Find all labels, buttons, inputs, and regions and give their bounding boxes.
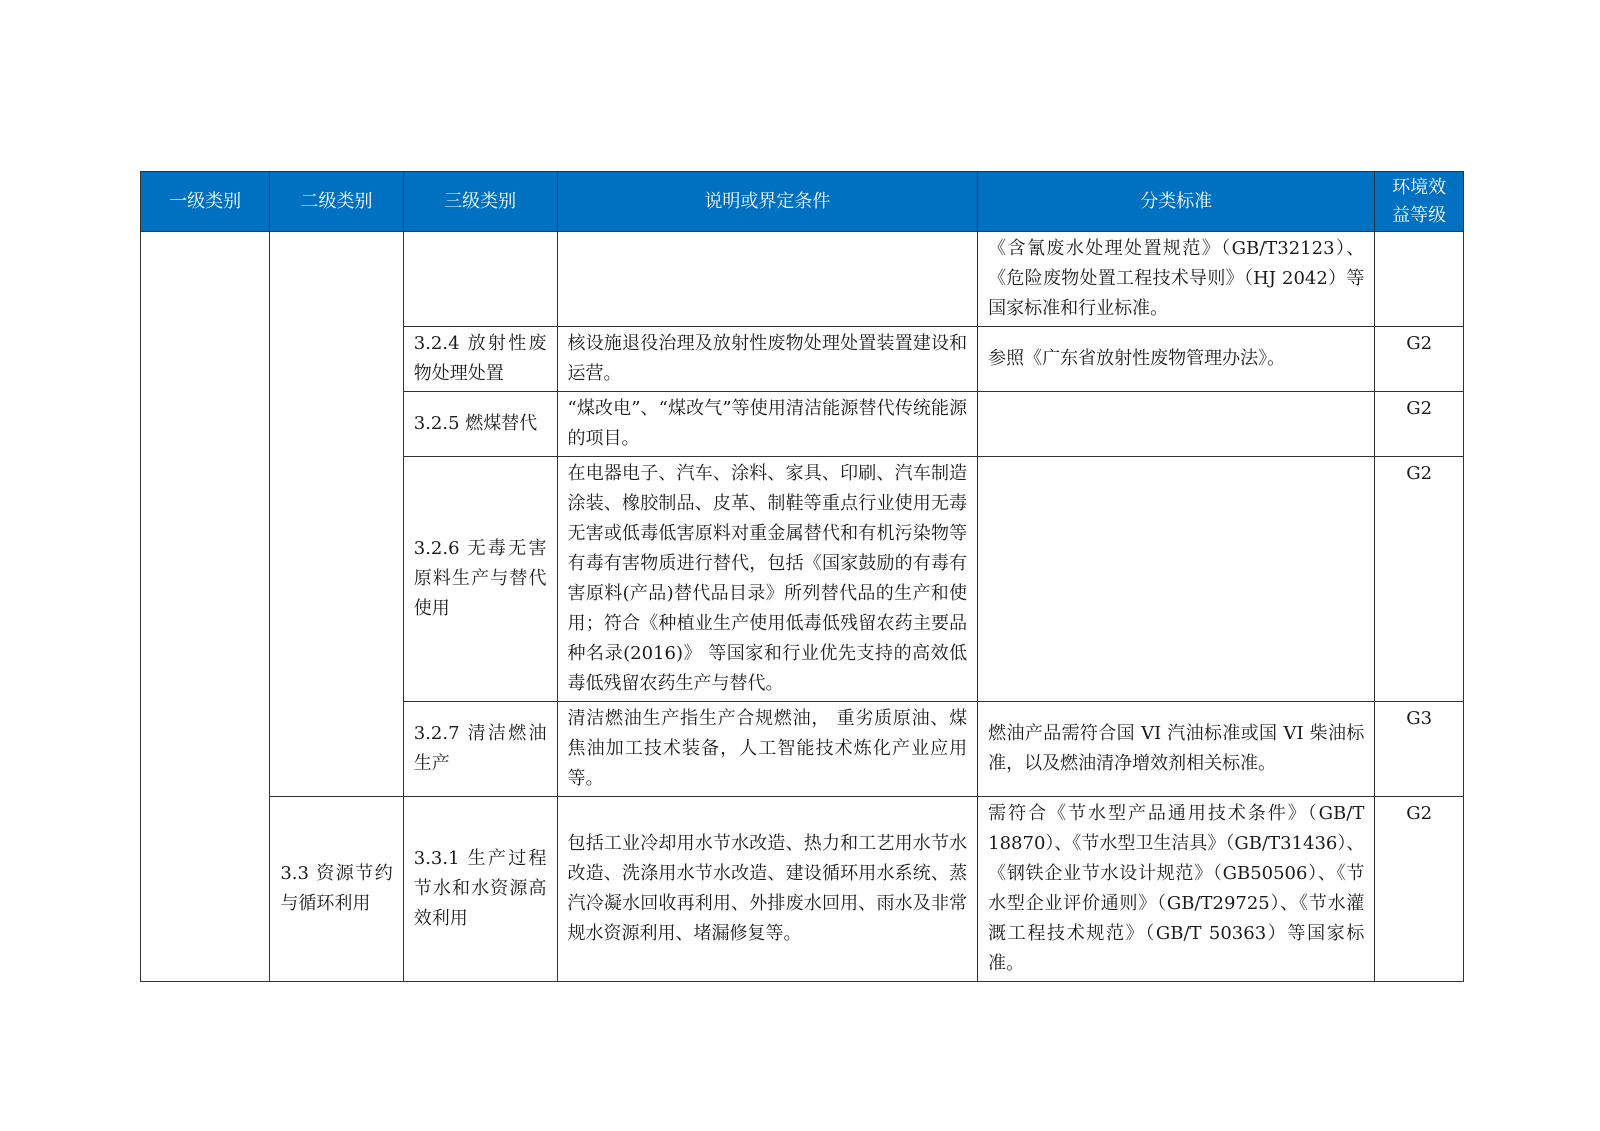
standard-text: 《含氰废水处理处置规范》（GB/T32123）、《危险废物处置工程技术导则》（HJ 2042）等国家标准和行业标准。 bbox=[988, 238, 1365, 319]
level3-text: 3.2.6 无毒无害原料生产与替代使用 bbox=[413, 538, 547, 619]
standard-text: 需符合《节水型产品通用技术条件》（GB/T 18870）、《节水型卫生洁具》（GB/T31436）、《钢铁企业节水设计规范》（GB50506）、《节水型企业评价通则》（GB/T29725）、《节水灌溉工程技术规范》（GB/T 50363）等国家标准。 bbox=[988, 803, 1365, 974]
standard-cell bbox=[978, 392, 1375, 457]
level3-text bbox=[404, 232, 557, 236]
level3-text: 3.2.4 放射性废物处理处置 bbox=[413, 333, 547, 384]
standard-cell bbox=[978, 327, 1375, 392]
table-row bbox=[141, 232, 1464, 327]
standard-cell bbox=[978, 457, 1375, 702]
header-description: 说明或界定条件 bbox=[557, 172, 978, 232]
grade-text: G2 bbox=[1406, 333, 1433, 354]
description-cell bbox=[557, 232, 978, 327]
level3-cell bbox=[403, 327, 557, 392]
grade-text bbox=[1375, 232, 1463, 234]
standard-cell bbox=[978, 797, 1375, 982]
grade-cell bbox=[1375, 797, 1464, 982]
standard-text bbox=[978, 392, 1374, 396]
description-cell bbox=[557, 457, 978, 702]
level3-text: 3.2.7 清洁燃油生产 bbox=[413, 723, 547, 774]
table-header-row bbox=[141, 172, 1464, 232]
standard-cell bbox=[978, 702, 1375, 797]
level3-cell bbox=[403, 232, 557, 327]
level3-cell bbox=[403, 797, 557, 982]
level3-text: 3.3.1 生产过程节水和水资源高效利用 bbox=[413, 848, 547, 929]
grade-text: G2 bbox=[1406, 803, 1433, 824]
header-standard: 分类标准 bbox=[978, 172, 1375, 232]
level2-text: 3.3 资源节约与循环利用 bbox=[280, 863, 393, 914]
classification-table bbox=[140, 171, 1464, 982]
header-level1: 一级类别 bbox=[141, 172, 270, 232]
level2-cell bbox=[270, 797, 403, 982]
description-text: 清洁燃油生产指生产合规燃油， 重劣质原油、煤焦油加工技术装备，人工智能技术炼化产业应用等。 bbox=[567, 708, 968, 789]
standard-text: 参照《广东省放射性废物管理办法》。 bbox=[988, 348, 1286, 369]
grade-text: G2 bbox=[1406, 398, 1433, 419]
description-cell bbox=[557, 797, 978, 982]
description-text bbox=[558, 232, 978, 236]
grade-cell bbox=[1375, 327, 1464, 392]
grade-text: G3 bbox=[1406, 708, 1433, 729]
description-cell bbox=[557, 327, 978, 392]
header-level2: 二级类别 bbox=[270, 172, 403, 232]
level3-cell bbox=[403, 457, 557, 702]
description-text: 包括工业冷却用水节水改造、热力和工艺用水节水改造、洗涤用水节水改造、建设循环用水系统、蒸汽冷凝水回收再利用、外排废水回用、雨水及非常规水资源利用、堵漏修复等。 bbox=[567, 833, 968, 944]
grade-cell bbox=[1375, 232, 1464, 327]
header-grade bbox=[1375, 172, 1464, 232]
grade-cell bbox=[1375, 392, 1464, 457]
description-text: “煤改电”、“煤改气”等使用清洁能源替代传统能源的项目。 bbox=[567, 398, 968, 449]
description-cell bbox=[557, 702, 978, 797]
standard-text bbox=[978, 457, 1374, 461]
grade-cell bbox=[1375, 702, 1464, 797]
standard-text: 燃油产品需符合国 VI 汽油标准或国 VI 柴油标准，以及燃油清净增效剂相关标准。 bbox=[988, 723, 1365, 774]
table-row bbox=[141, 797, 1464, 982]
header-level3: 三级类别 bbox=[403, 172, 557, 232]
grade-cell bbox=[1375, 457, 1464, 702]
level1-cell bbox=[141, 232, 270, 982]
level3-cell bbox=[403, 392, 557, 457]
description-cell bbox=[557, 392, 978, 457]
description-text: 核设施退役治理及放射性废物处理处置装置建设和运营。 bbox=[567, 333, 968, 384]
header-grade-label: 环境效益等级 bbox=[1392, 176, 1447, 226]
level2-cell bbox=[270, 232, 403, 797]
level3-cell bbox=[403, 702, 557, 797]
grade-text: G2 bbox=[1406, 463, 1433, 484]
standard-cell bbox=[978, 232, 1375, 327]
level3-text: 3.2.5 燃煤替代 bbox=[413, 413, 538, 434]
description-text: 在电器电子、汽车、涂料、家具、印刷、汽车制造涂装、橡胶制品、皮革、制鞋等重点行业使用无毒无害或低毒低害原料对重金属替代和有机污染物等有毒有害物质进行替代，包括《国家鼓励的有毒有害原料(产品)替代品目录》所列替代品的生产和使用；符合《种植业生产使用低毒低残留农药主要品种名录(2016)》 等国家和行业优先支持的高效低毒低残留农药生产与替代。 bbox=[567, 463, 968, 694]
